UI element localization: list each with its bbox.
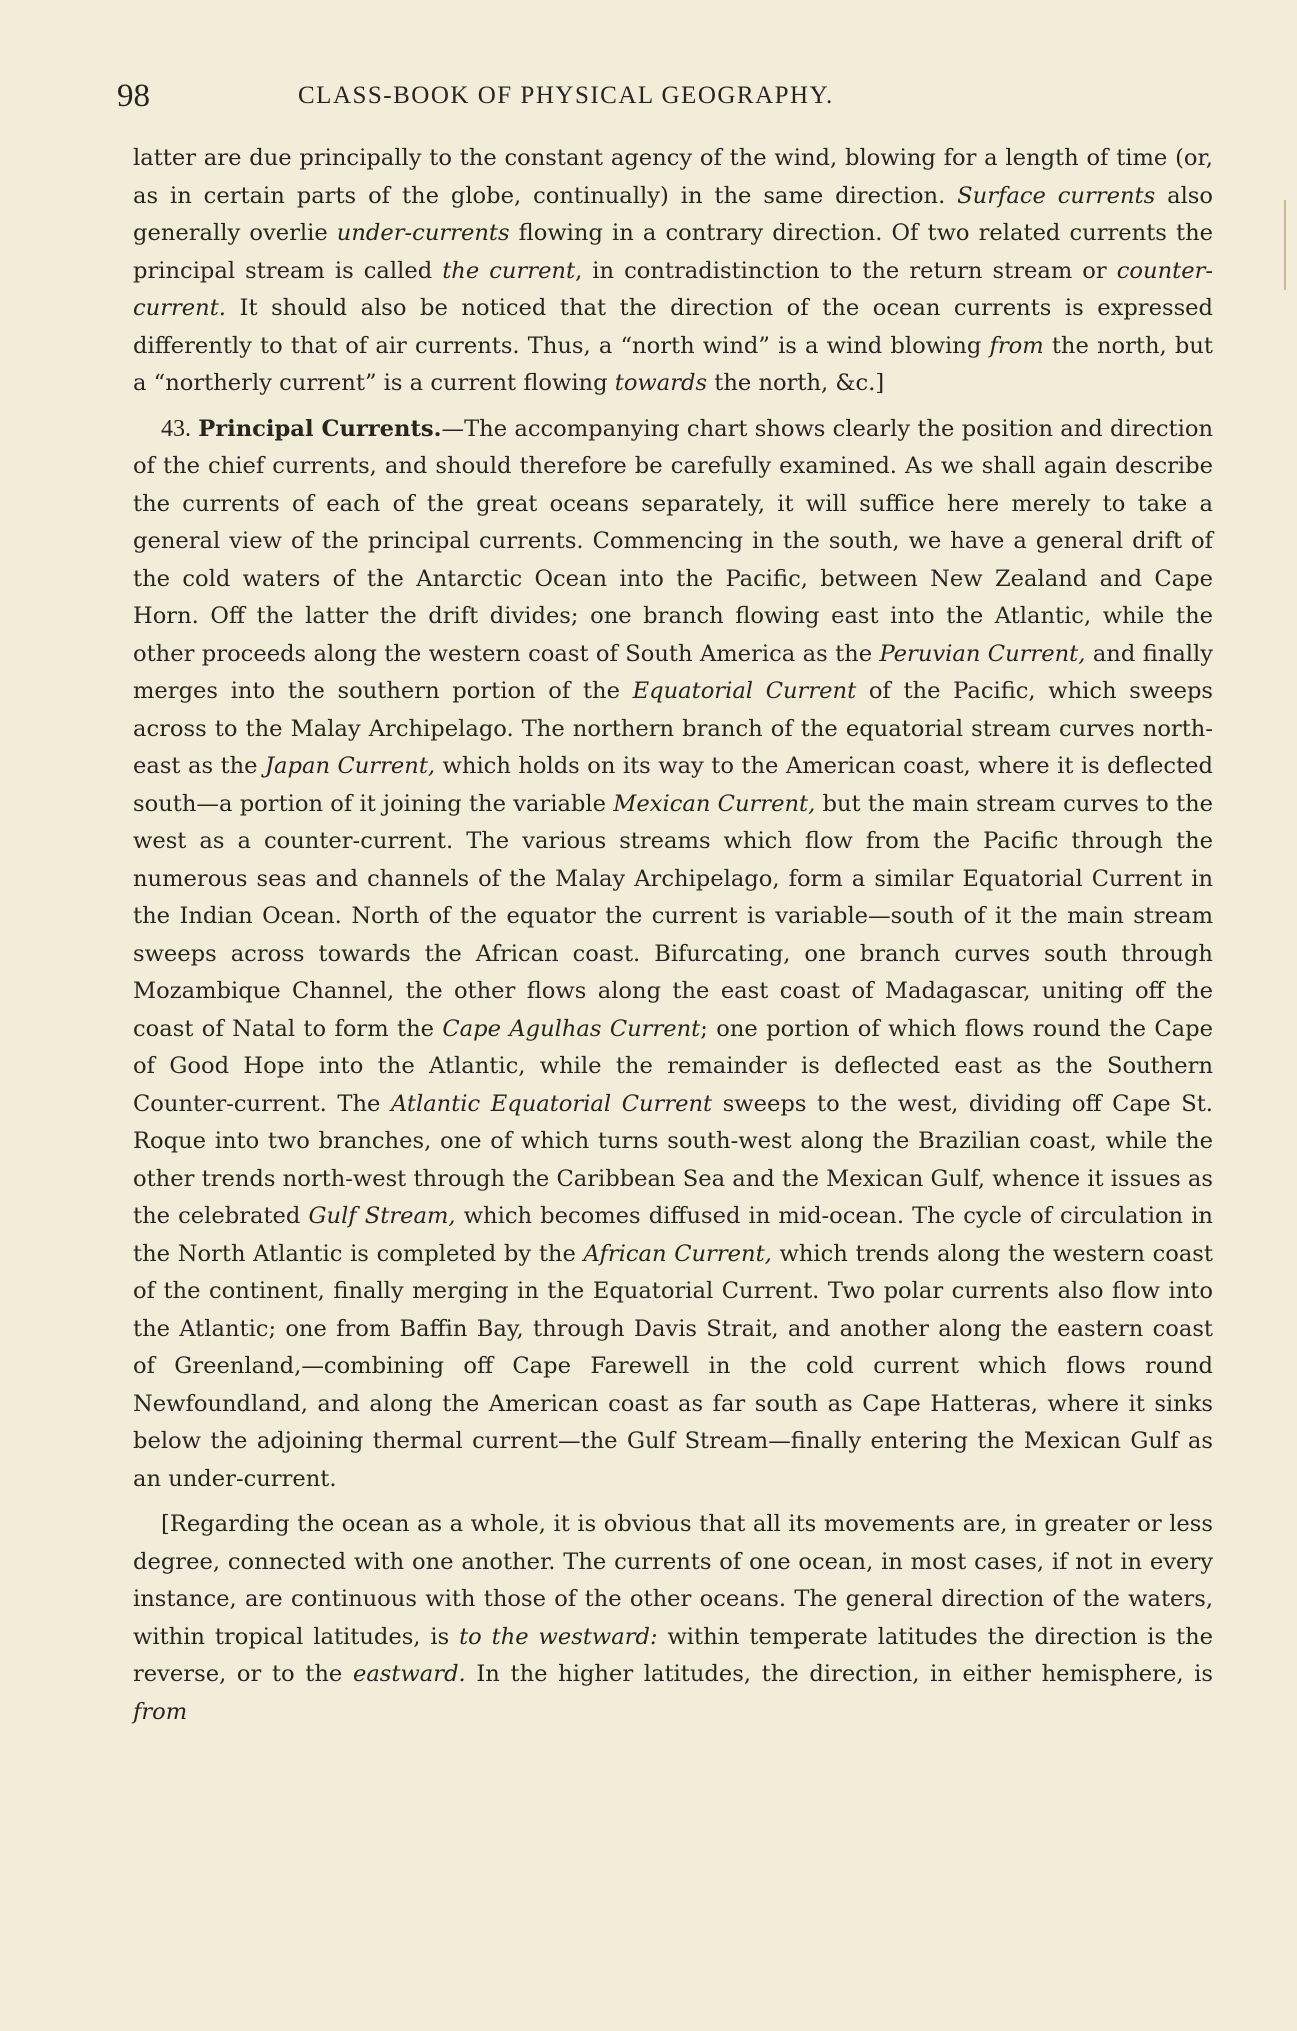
italic-term: counter-current. xyxy=(133,257,1214,321)
italic-term: from xyxy=(989,332,1044,359)
book-page xyxy=(117,78,1214,1731)
text-run: It should also be noticed that the direction of the ocean currents is expressed differently to that of air currents. Thus, a “north wind” is a wind blowing xyxy=(133,295,1213,359)
text-run: —The accompanying chart shows clearly the position and direction of the chief currents, and should therefore be carefully examined. As we shall again describe the currents of each of the great oceans separately, it will suffice here merely to take a general view of the principal currents. Commencing in the south, we have a general drift of the cold waters of the Antarctic Ocean into the Pacific, between New Zealand and Cape Horn. Off the latter the drift divides; one branch flowing east into the Atlantic, while the other proceeds along the western coast of South America as the xyxy=(133,415,1214,667)
page-header xyxy=(117,78,1213,126)
text-run: , in contradistinction to the return stream or xyxy=(575,257,1117,284)
text-run: [Regarding the ocean as a whole, it is obvious that all its movements are, in greater or less degree, connected with one another. The currents of one ocean, in most cases, if not in every instance, are continuous with those of the other oceans. The general direction of the waters, within tropical latitudes, is xyxy=(133,1511,1213,1650)
text-run: but the main stream curves to the west as a counter-current. The various streams which flow from the Pacific through the numerous seas and channels of the Malay Archipelago, form a similar Equatorial Current in the Indian Ocean. North of the equator the current is variable—south of it the main stream sweeps across towards the African coast. Bifurcating, one branch curves south through Mozambique Channel, the other flows along the east coast of Madagascar, uniting off the coast of Natal to form the xyxy=(133,790,1213,1042)
italic-term: Equatorial Current xyxy=(632,678,857,704)
text-run: ; one portion of which flows round the Cape of Good Hope into the Atlantic, while the remainder is deflected east as the Southern Counter-current. The xyxy=(133,1015,1213,1117)
italic-term: Surface currents xyxy=(957,182,1156,209)
italic-term: Japan Current, xyxy=(264,753,436,779)
text-run: also generally overlie xyxy=(133,182,1213,246)
italic-term: Mexican Current, xyxy=(613,790,816,817)
paragraph-continuation xyxy=(133,140,1213,403)
text-run: of the Pacific, which sweeps across to the Malay Archipelago. The northern branch of the equatorial stream curves north-east as the xyxy=(133,678,1214,779)
italic-term: under-currents xyxy=(336,220,510,246)
italic-term: to the westward: xyxy=(459,1623,658,1650)
text-run: which trends along the western coast of the continent, finally merging in the Equatorial Current. Two polar currents also flow into the Atlantic; one from Baffin Bay, through Davis Strait, and another along the eastern coast of Greenland,—combining off Cape Farewell in the cold current which flows round Newfoundland, and along the American coast as far south as Cape Hatteras, where it sinks below the adjoining thermal current—the Gulf Stream—finally entering the Mexican Gulf as an under-current. xyxy=(133,1240,1213,1492)
paragraph-ocean-movements xyxy=(133,1506,1213,1731)
section-43-paragraph xyxy=(133,411,1213,1499)
text-run: latter are due principally to the constant agency of the wind, blowing for a length of time (or, as in certain parts of the globe, continually) in the same direction. xyxy=(133,145,1213,209)
running-title: CLASS-BOOK OF PHYSICAL GEOGRAPHY. xyxy=(298,82,834,109)
italic-term: the current xyxy=(442,257,576,284)
text-run: and finally merges into the southern portion of the xyxy=(133,640,1214,704)
italic-term: towards xyxy=(614,370,708,396)
italic-term: Cape Agulhas Current xyxy=(442,1015,701,1042)
italic-term: Atlantic Equatorial Current xyxy=(390,1090,713,1117)
italic-term: Gulf Stream, xyxy=(308,1203,456,1229)
text-run: within temperate latitudes the direction is the reverse, or to the xyxy=(133,1623,1213,1687)
text-run: which becomes diffused in mid-ocean. The cycle of circulation in the North Atlantic is completed by the xyxy=(133,1203,1213,1267)
italic-term: African Current, xyxy=(583,1240,772,1267)
text-run: In the higher latitudes, the direction, in either hemisphere, is xyxy=(465,1661,1213,1687)
italic-term: Peruvian Current, xyxy=(879,640,1086,667)
text-run: which holds on its way to the American coast, where it is deflected south—a portion of it joining the variable xyxy=(133,753,1213,817)
page-number: 98 xyxy=(117,78,150,114)
text-run: flowing in a contrary direction. Of two related currents the principal stream is called xyxy=(133,220,1213,284)
text-run: sweeps to the west, dividing off Cape St. Roque into two branches, one of which turns south-west along the Brazilian coast, while the other trends north-west through the Caribbean Sea and the Mexican Gulf, whence it issues as the celebrated xyxy=(133,1090,1213,1229)
section-number: 43. xyxy=(161,415,191,442)
italic-term: eastward. xyxy=(352,1661,466,1687)
section-title: Principal Currents. xyxy=(198,415,442,442)
page-edge-mark xyxy=(1284,200,1286,290)
text-run: the north, but a “northerly current” is a current flowing xyxy=(133,332,1213,396)
italic-term: from xyxy=(133,1698,188,1725)
text-run: the north, &c.] xyxy=(707,370,885,396)
